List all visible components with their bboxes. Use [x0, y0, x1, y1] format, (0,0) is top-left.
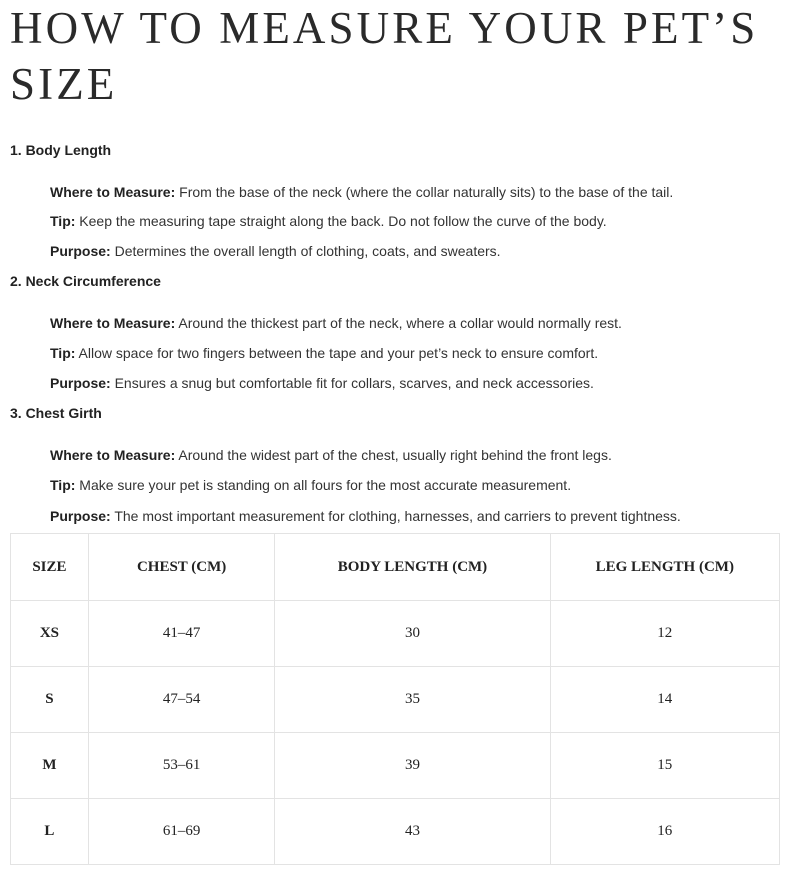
table-row [11, 601, 780, 667]
table-row [11, 799, 780, 865]
where-label: Where to Measure: [50, 184, 176, 200]
chest-cell: 61–69 [88, 799, 275, 865]
size-cell: S [11, 667, 89, 733]
leg-length-cell: 15 [550, 733, 779, 799]
neck-purpose [50, 374, 594, 392]
neck-where [50, 314, 622, 332]
purpose-label: Purpose: [50, 508, 111, 524]
leg-length-cell: 16 [550, 799, 779, 865]
section-heading-body-length: 1. Body Length [10, 142, 112, 158]
leg-length-cell: 14 [550, 667, 779, 733]
table-header-row [11, 534, 780, 601]
chest-cell: 41–47 [88, 601, 275, 667]
neck-tip [50, 344, 598, 362]
purpose-text: Determines the overall length of clothing, coats, and sweaters. [110, 243, 501, 259]
tip-text: Keep the measuring tape straight along the back. Do not follow the curve of the body. [75, 213, 607, 229]
size-chart-table [10, 533, 780, 865]
header-size: SIZE [11, 534, 89, 601]
tip-label: Tip: [50, 213, 76, 229]
body-length-cell: 43 [275, 799, 550, 865]
body-length-tip [50, 212, 607, 230]
page-title: HOW TO MEASURE YOUR PET’S SIZE [10, 3, 759, 109]
table-row [11, 733, 780, 799]
tip-text: Make sure your pet is standing on all fours for the most accurate measurement. [75, 477, 572, 493]
chest-cell: 53–61 [88, 733, 275, 799]
table-row [11, 667, 780, 733]
purpose-text: The most important measurement for clothing, harnesses, and carriers to prevent tightness. [110, 508, 681, 524]
chest-tip [50, 476, 571, 494]
body-length-cell: 30 [275, 601, 550, 667]
tip-label: Tip: [50, 345, 76, 361]
tip-text: Allow space for two fingers between the tape and your pet’s neck to ensure comfort. [75, 345, 599, 361]
size-cell: L [11, 799, 89, 865]
size-cell: XS [11, 601, 89, 667]
body-length-purpose [50, 242, 501, 260]
section-heading-chest-girth: 3. Chest Girth [10, 405, 102, 421]
tip-label: Tip: [50, 477, 76, 493]
where-label: Where to Measure: [50, 315, 176, 331]
section-heading-neck-circumference: 2. Neck Circumference [10, 273, 161, 289]
size-cell: M [11, 733, 89, 799]
purpose-label: Purpose: [50, 243, 111, 259]
where-label: Where to Measure: [50, 447, 176, 463]
purpose-text: Ensures a snug but comfortable fit for collars, scarves, and neck accessories. [110, 375, 594, 391]
chest-cell: 47–54 [88, 667, 275, 733]
chest-purpose [50, 507, 681, 525]
where-text: From the base of the neck (where the collar naturally sits) to the base of the tail. [175, 184, 674, 200]
header-body-length: BODY LENGTH (CM) [275, 534, 550, 601]
leg-length-cell: 12 [550, 601, 779, 667]
body-length-cell: 39 [275, 733, 550, 799]
body-length-cell: 35 [275, 667, 550, 733]
header-chest: CHEST (CM) [88, 534, 275, 601]
where-text: Around the widest part of the chest, usually right behind the front legs. [175, 447, 612, 463]
chest-where [50, 446, 612, 464]
purpose-label: Purpose: [50, 375, 111, 391]
body-length-where [50, 183, 673, 201]
header-leg-length: LEG LENGTH (CM) [550, 534, 779, 601]
where-text: Around the thickest part of the neck, where a collar would normally rest. [175, 315, 622, 331]
